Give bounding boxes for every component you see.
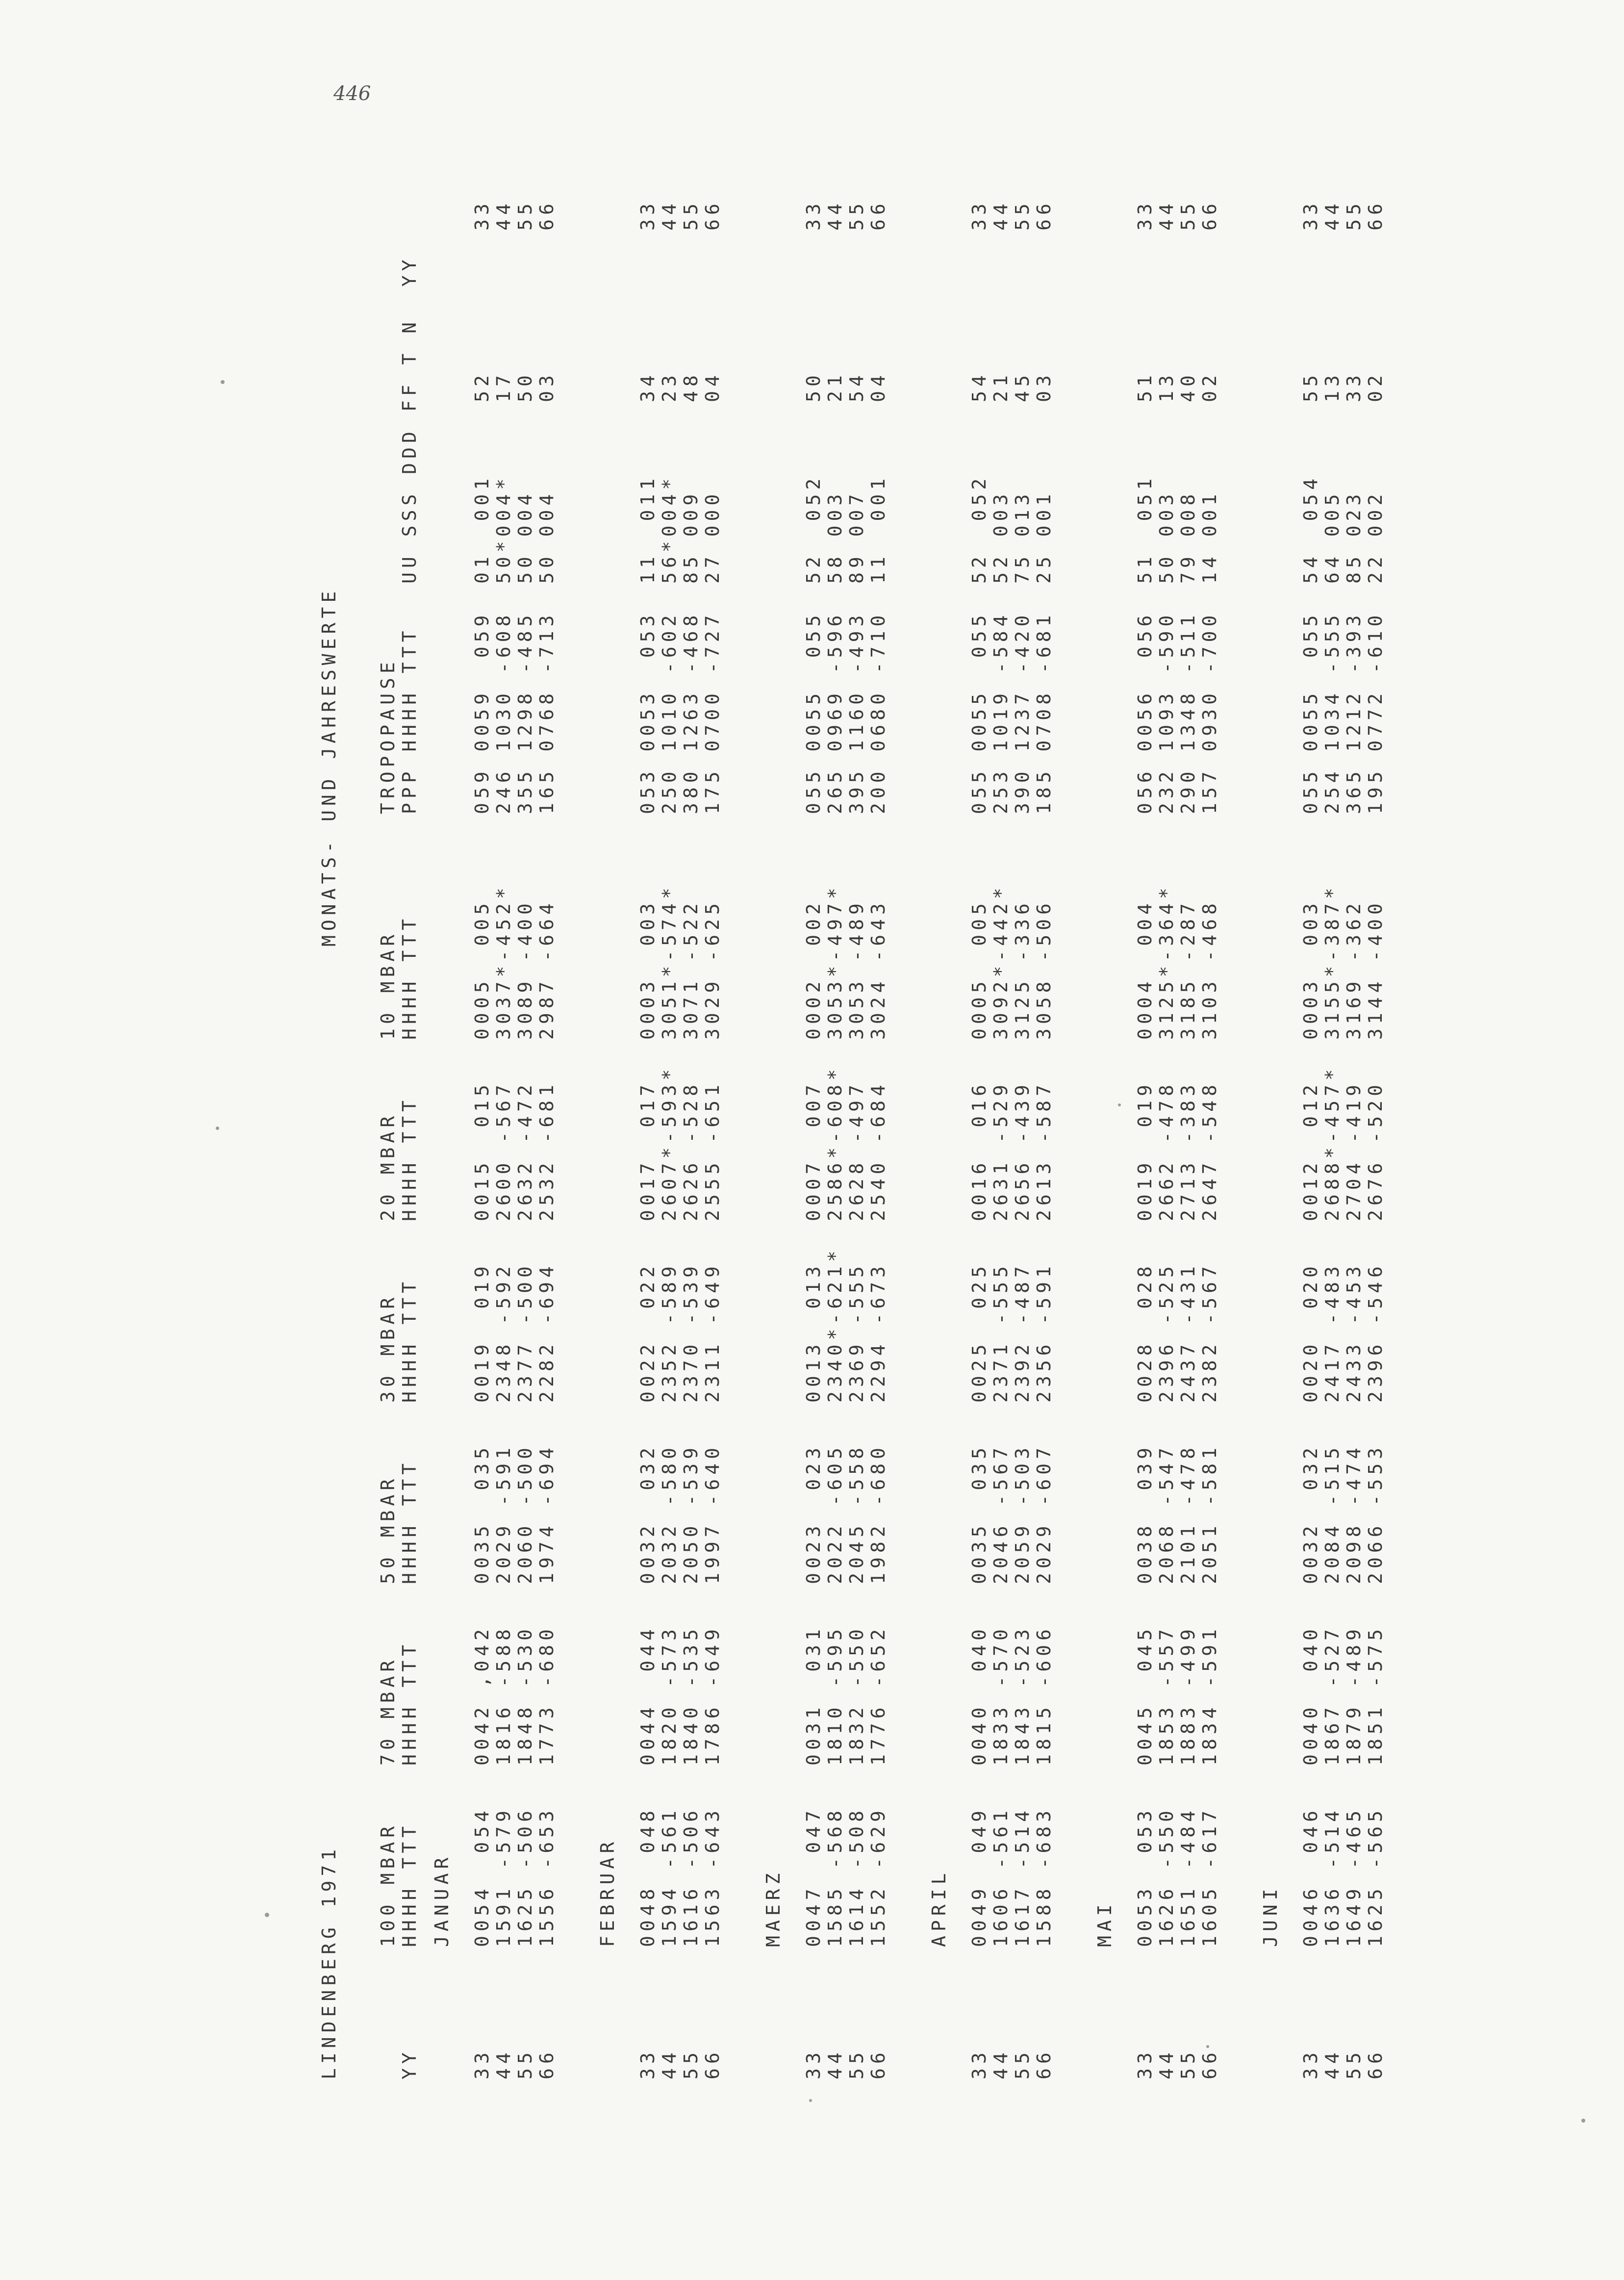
table-cell: 3037*-452* [493, 883, 514, 1040]
table-cell: 0005 005 [471, 899, 493, 1040]
table-cell: 79 008 [1177, 489, 1199, 584]
table-cell: 2688*-457* [1321, 1065, 1343, 1221]
table-cell: 50*004* [493, 474, 514, 584]
table-cell: 055 0055 055 [968, 611, 990, 814]
table-cell: 66 [1199, 2048, 1220, 2079]
table-cell: 0013 013 [803, 1262, 824, 1403]
table-cell: 1556 -653 [536, 1806, 558, 1947]
table-cell: 11 001 [867, 474, 889, 584]
table-cell: 2382 -567 [1199, 1262, 1220, 1403]
table-cell: 0040 040 [1300, 1625, 1321, 1766]
table-cell: 0047 047 [803, 1806, 824, 1947]
table-cell: 1851 -575 [1365, 1625, 1386, 1766]
table-cell: 3125*-364* [1156, 883, 1177, 1040]
table-cell: 3155*-387* [1321, 883, 1343, 1040]
table-cell: 55 [1343, 2048, 1365, 2079]
table-cell: 0038 039 [1134, 1443, 1156, 1584]
table-cell: 2051 -581 [1199, 1443, 1220, 1584]
table-cell: 85 009 [680, 489, 702, 584]
table-cell: 2348 -592 [493, 1262, 514, 1403]
table-cell: 1563 -643 [702, 1806, 723, 1947]
table-cell: 0015 015 [471, 1080, 493, 1221]
table-cell: 50 004 [536, 489, 558, 584]
month-label: FEBRUAR [597, 1837, 618, 1947]
table-cell: 2396 -546 [1365, 1262, 1386, 1403]
table-cell: 0035 035 [471, 1443, 493, 1584]
table-cell: 1626 -550 [1156, 1806, 1177, 1947]
table-cell: 1614 -508 [846, 1806, 867, 1947]
table-cell: 395 1160 -493 [846, 611, 867, 814]
table-cell: 2662 -478 [1156, 1080, 1177, 1221]
table-cell: 2417 -483 [1321, 1262, 1343, 1403]
table-cell: 64 005 [1321, 489, 1343, 584]
table-cell: 3058 -506 [1033, 899, 1055, 1040]
table-cell: 89 007 [846, 489, 867, 584]
table-cell: 51 [1134, 371, 1156, 402]
table-cell: 1833 -570 [990, 1625, 1012, 1766]
table-cell: 0017 017 [637, 1080, 659, 1221]
table-cell: 44 [990, 199, 1012, 231]
header-cell: 10 MBAR [377, 930, 399, 1040]
table-cell: 059 0059 059 [471, 611, 493, 814]
table-cell: 2713 -383 [1177, 1080, 1199, 1221]
table-cell: 55 [1177, 199, 1199, 231]
table-cell: 02 [1199, 371, 1220, 402]
table-cell: 195 0772 -610 [1365, 611, 1386, 814]
table-cell: 2045 -558 [846, 1443, 867, 1584]
table-cell: 33 [471, 2048, 493, 2079]
table-cell: 55 [1012, 2048, 1033, 2079]
table-cell: 66 [1033, 199, 1055, 231]
header-cell: HHHH TTT [399, 914, 420, 1040]
table-cell: 1867 -527 [1321, 1625, 1343, 1766]
table-cell: 0004 004 [1134, 899, 1156, 1040]
table-cell: 0031 031 [803, 1625, 824, 1766]
table-cell: 11 011 [637, 474, 659, 584]
table-cell: 1974 -694 [536, 1443, 558, 1584]
table-cell: 14 001 [1199, 489, 1220, 584]
month-label: MAI [1094, 1900, 1116, 1947]
table-cell: 2370 -539 [680, 1262, 702, 1403]
table-cell: 2060 -500 [514, 1443, 536, 1584]
table-cell: 2101 -478 [1177, 1443, 1199, 1584]
table-cell: 3024 -643 [867, 899, 889, 1040]
table-cell: 2396 -525 [1156, 1262, 1177, 1403]
table-cell: 2059 -503 [1012, 1443, 1033, 1584]
table-cell: 0003 003 [1300, 899, 1321, 1040]
table-cell: 2600 -567 [493, 1080, 514, 1221]
table-cell: 1773 -680 [536, 1625, 558, 1766]
table-cell: 2066 -553 [1365, 1443, 1386, 1584]
table-cell: 2356 -591 [1033, 1262, 1055, 1403]
table-cell: 55 [1012, 199, 1033, 231]
table-cell: 1616 -506 [680, 1806, 702, 1947]
table-cell: 85 023 [1343, 489, 1365, 584]
table-cell: 21 [824, 371, 846, 402]
table-cell: 2532 -681 [536, 1080, 558, 1221]
table-cell: 33 [803, 199, 824, 231]
table-cell: 1649 -465 [1343, 1806, 1365, 1947]
table-cell: 0019 019 [471, 1262, 493, 1403]
table-cell: 2540 -684 [867, 1080, 889, 1221]
header-cell: HHHH TTT [399, 1277, 420, 1403]
table-cell: 2704 -419 [1343, 1080, 1365, 1221]
table-cell: 0012 012 [1300, 1080, 1321, 1221]
table-cell: 2656 -439 [1012, 1080, 1033, 1221]
table-cell: 44 [493, 199, 514, 231]
table-cell: 0016 016 [968, 1080, 990, 1221]
table-cell: 253 1019 -584 [990, 611, 1012, 814]
table-cell: 44 [1156, 199, 1177, 231]
table-cell: 1585 -568 [824, 1806, 846, 1947]
table-cell: 175 0700 -727 [702, 611, 723, 814]
table-cell: 13 [1156, 371, 1177, 402]
table-cell: 2371 -555 [990, 1262, 1012, 1403]
table-cell: 2068 -547 [1156, 1443, 1177, 1584]
table-cell: 66 [702, 199, 723, 231]
table-cell: 0040 040 [968, 1625, 990, 1766]
table-cell: 33 [968, 199, 990, 231]
table-cell: 1786 -649 [702, 1625, 723, 1766]
table-cell: 56*004* [659, 474, 680, 584]
table-cell: 3144 -400 [1365, 899, 1386, 1040]
table-cell: 54 [968, 371, 990, 402]
table-cell: 1606 -561 [990, 1806, 1012, 1947]
table-cell: 390 1237 -420 [1012, 611, 1033, 814]
table-cell: 0022 022 [637, 1262, 659, 1403]
table-cell: 54 054 [1300, 474, 1321, 584]
table-cell: 365 1212 -393 [1343, 611, 1365, 814]
table-cell: 250 1010 -602 [659, 611, 680, 814]
table-cell: 0025 025 [968, 1262, 990, 1403]
table-cell: 3051*-574* [659, 883, 680, 1040]
table-cell: 1853 -557 [1156, 1625, 1177, 1766]
table-cell: 2029 -607 [1033, 1443, 1055, 1584]
table-cell: 44 [824, 2048, 846, 2079]
table-cell: 66 [702, 2048, 723, 2079]
table-cell: 1879 -489 [1343, 1625, 1365, 1766]
table-cell: 1552 -629 [867, 1806, 889, 1947]
table-cell: 3029 -625 [702, 899, 723, 1040]
table-cell: 1776 -652 [867, 1625, 889, 1766]
table-cell: 200 0680 -710 [867, 611, 889, 814]
table-cell: 2613 -587 [1033, 1080, 1055, 1221]
table-cell: 0020 020 [1300, 1262, 1321, 1403]
table-cell: 44 [1321, 199, 1343, 231]
table-cell: 2632 -472 [514, 1080, 536, 1221]
table-cell: 3169 -362 [1343, 899, 1365, 1040]
table-cell: 1625 -506 [514, 1806, 536, 1947]
month-label: APRIL [928, 1869, 950, 1947]
table-cell: 0003 003 [637, 899, 659, 1040]
table-cell: 55 [514, 2048, 536, 2079]
table-cell: 1605 -617 [1199, 1806, 1220, 1947]
table-cell: 0023 023 [803, 1443, 824, 1584]
table-cell: 1820 -573 [659, 1625, 680, 1766]
table-cell: 2098 -474 [1343, 1443, 1365, 1584]
table-cell: 45 [1012, 371, 1033, 402]
table-cell: 51 051 [1134, 474, 1156, 584]
table-cell: 1588 -683 [1033, 1806, 1055, 1947]
month-label: MAERZ [762, 1869, 784, 1947]
table-cell: 17 [493, 371, 514, 402]
table-cell: 2050 -539 [680, 1443, 702, 1584]
table-cell: 1840 -535 [680, 1625, 702, 1766]
table-cell: 3071 -522 [680, 899, 702, 1040]
table-cell: 50 [803, 371, 824, 402]
table-cell: 50 003 [1156, 489, 1177, 584]
table-cell: 2555 -651 [702, 1080, 723, 1221]
table-cell: 2046 -567 [990, 1443, 1012, 1584]
table-cell: 03 [1033, 371, 1055, 402]
table-cell: 1625 -565 [1365, 1806, 1386, 1947]
table-cell: 55 [1343, 199, 1365, 231]
header-cell: TROPOPAUSE [377, 658, 399, 814]
table-cell: 2340*-621* [824, 1246, 846, 1403]
table-cell: 2607*-593* [659, 1065, 680, 1221]
table-cell: 0045 045 [1134, 1625, 1156, 1766]
table-cell: 04 [702, 371, 723, 402]
table-cell: 33 [1300, 199, 1321, 231]
header-cell: HHHH TTT [399, 1096, 420, 1221]
table-cell: 0032 032 [1300, 1443, 1321, 1584]
table-cell: 75 013 [1012, 489, 1033, 584]
table-cell: 0044 044 [637, 1625, 659, 1766]
table-cell: 0049 049 [968, 1806, 990, 1947]
table-cell: 3089 -400 [514, 899, 536, 1040]
table-cell: 55 [846, 2048, 867, 2079]
table-cell: 33 [637, 199, 659, 231]
table-cell: 52 [471, 371, 493, 402]
table-cell: 1834 -591 [1199, 1625, 1220, 1766]
table-cell: 1997 -640 [702, 1443, 723, 1584]
table-cell: 290 1348 -511 [1177, 611, 1199, 814]
table-cell: 0042 ,042 [471, 1625, 493, 1766]
table-cell: 55 [1177, 2048, 1199, 2079]
table-cell: 055 0055 055 [803, 611, 824, 814]
table-cell: 40 [1177, 371, 1199, 402]
header-cell: YY [399, 2048, 420, 2079]
table-cell: 055 0055 055 [1300, 611, 1321, 814]
table-cell: 33 [471, 199, 493, 231]
header-cell: 100 MBAR [377, 1821, 399, 1947]
table-cell: 380 1263 -468 [680, 611, 702, 814]
table-cell: 1843 -523 [1012, 1625, 1033, 1766]
table-cell: 1848 -530 [514, 1625, 536, 1766]
table-cell: 056 0056 056 [1134, 611, 1156, 814]
table-cell: 2352 -589 [659, 1262, 680, 1403]
table-cell: 0053 053 [1134, 1806, 1156, 1947]
table-cell: 2369 -555 [846, 1262, 867, 1403]
table-cell: 33 [637, 2048, 659, 2079]
table-cell: 0005 005 [968, 899, 990, 1040]
table-cell: 0048 048 [637, 1806, 659, 1947]
table-cell: 55 [846, 199, 867, 231]
table-cell: 2392 -487 [1012, 1262, 1033, 1403]
table-cell: 265 0969 -596 [824, 611, 846, 814]
table-cell: 2084 -515 [1321, 1443, 1343, 1584]
table-cell: 1832 -550 [846, 1625, 867, 1766]
header-cell: HHHH TTT [399, 1640, 420, 1766]
table-cell: 55 [514, 199, 536, 231]
table-cell: 232 1093 -590 [1156, 611, 1177, 814]
table-cell: 48 [680, 371, 702, 402]
table-cell: 2626 -528 [680, 1080, 702, 1221]
table-cell: 50 [514, 371, 536, 402]
table-cell: 21 [990, 371, 1012, 402]
header-cell: 50 MBAR [377, 1474, 399, 1584]
station-title: LINDENBERG 1971 [318, 1844, 340, 2079]
table-cell: 2294 -673 [867, 1262, 889, 1403]
table-cell: 66 [1033, 2048, 1055, 2079]
header-cell: PPP HHHH TTT [399, 626, 420, 814]
table-cell: 1816 -588 [493, 1625, 514, 1766]
table-cell: 50 004 [514, 489, 536, 584]
table-cell: 2987 -664 [536, 899, 558, 1040]
header-cell: 30 MBAR [377, 1293, 399, 1403]
table-cell: 25 001 [1033, 489, 1055, 584]
table-cell: 2022 -605 [824, 1443, 846, 1584]
table-cell: 55 [680, 199, 702, 231]
table-cell: 1982 -680 [867, 1443, 889, 1584]
table-cell: 0007 007 [803, 1080, 824, 1221]
table-cell: 2631 -529 [990, 1080, 1012, 1221]
table-cell: 3103 -468 [1199, 899, 1220, 1040]
table-cell: 33 [803, 2048, 824, 2079]
table-cell: 02 [1365, 371, 1386, 402]
table-cell: 66 [536, 199, 558, 231]
table-cell: 165 0768 -713 [536, 611, 558, 814]
table-cell: 1594 -561 [659, 1806, 680, 1947]
table-cell: 55 [1300, 371, 1321, 402]
table-cell: 1815 -606 [1033, 1625, 1055, 1766]
table-cell: 01 001 [471, 474, 493, 584]
table-cell: 3125 -336 [1012, 899, 1033, 1040]
month-label: JANUAR [431, 1853, 453, 1947]
table-cell: 2282 -694 [536, 1262, 558, 1403]
table-cell: 44 [824, 199, 846, 231]
table-cell: 1883 -499 [1177, 1625, 1199, 1766]
table-cell: 0019 019 [1134, 1080, 1156, 1221]
table-cell: 1810 -595 [824, 1625, 846, 1766]
table-cell: 66 [867, 2048, 889, 2079]
table-cell: 52 003 [990, 489, 1012, 584]
table-cell: 27 000 [702, 489, 723, 584]
table-cell: 33 [968, 2048, 990, 2079]
table-cell: 58 003 [824, 489, 846, 584]
table-cell: 053 0053 053 [637, 611, 659, 814]
table-cell: 185 0708 -681 [1033, 611, 1055, 814]
table-cell: 2437 -431 [1177, 1262, 1199, 1403]
table-cell: 355 1298 -485 [514, 611, 536, 814]
table-cell: 0028 028 [1134, 1262, 1156, 1403]
table-cell: 52 052 [803, 474, 824, 584]
table-cell: 33 [1134, 2048, 1156, 2079]
table-cell: 03 [536, 371, 558, 402]
table-cell: 2029 -591 [493, 1443, 514, 1584]
sheet-title: MONATS- UND JAHRESWERTE [318, 587, 340, 947]
table-cell: 1617 -514 [1012, 1806, 1033, 1947]
table-cell: 23 [659, 371, 680, 402]
table-cell: 2676 -520 [1365, 1080, 1386, 1221]
table-cell: 1591 -579 [493, 1806, 514, 1947]
table-cell: 2433 -453 [1343, 1262, 1365, 1403]
table-cell: 66 [1365, 2048, 1386, 2079]
rotated-data-sheet [309, 137, 1412, 2079]
table-cell: 2628 -497 [846, 1080, 867, 1221]
table-cell: 13 [1321, 371, 1343, 402]
table-cell: 44 [1156, 2048, 1177, 2079]
table-cell: 54 [846, 371, 867, 402]
header-cell: 70 MBAR [377, 1656, 399, 1766]
table-cell: 66 [867, 199, 889, 231]
table-cell: 34 [637, 371, 659, 402]
table-cell: 254 1034 -555 [1321, 611, 1343, 814]
table-cell: 0046 046 [1300, 1806, 1321, 1947]
table-cell: 246 1030 -608 [493, 611, 514, 814]
table-cell: 3185 -287 [1177, 899, 1199, 1040]
table-cell: 04 [867, 371, 889, 402]
table-cell: 3092*-442* [990, 883, 1012, 1040]
header-cell: UU SSS DDD FF T N YY [399, 255, 420, 584]
header-cell: 20 MBAR [377, 1111, 399, 1221]
table-cell: 0054 054 [471, 1806, 493, 1947]
table-cell: 2377 -500 [514, 1262, 536, 1403]
header-cell: HHHH TTT [399, 1459, 420, 1584]
table-cell: 66 [1199, 199, 1220, 231]
month-label: JUNI [1260, 1884, 1281, 1947]
table-cell: 0035 035 [968, 1443, 990, 1584]
table-cell: 0002 002 [803, 899, 824, 1040]
table-cell: 44 [493, 2048, 514, 2079]
table-cell: 0032 032 [637, 1443, 659, 1584]
table-cell: 33 [1300, 2048, 1321, 2079]
table-cell: 2311 -649 [702, 1262, 723, 1403]
table-cell: 3053*-497* [824, 883, 846, 1040]
table-cell: 157 0930 -700 [1199, 611, 1220, 814]
table-cell: 22 002 [1365, 489, 1386, 584]
table-cell: 33 [1343, 371, 1365, 402]
table-cell: 66 [1365, 199, 1386, 231]
table-cell: 2032 -580 [659, 1443, 680, 1584]
table-cell: 44 [659, 199, 680, 231]
table-cell: 33 [1134, 199, 1156, 231]
table-cell: 52 052 [968, 474, 990, 584]
table-cell: 44 [990, 2048, 1012, 2079]
table-cell: 44 [659, 2048, 680, 2079]
table-cell: 1636 -514 [1321, 1806, 1343, 1947]
header-cell: HHHH TTT [399, 1821, 420, 1947]
table-cell: 1651 -484 [1177, 1806, 1199, 1947]
table-cell: 44 [1321, 2048, 1343, 2079]
page-number: 446 [333, 82, 371, 105]
table-cell: 2586*-608* [824, 1065, 846, 1221]
table-cell: 3053 -489 [846, 899, 867, 1040]
table-cell: 66 [536, 2048, 558, 2079]
table-cell: 55 [680, 2048, 702, 2079]
table-cell: 2647 -548 [1199, 1080, 1220, 1221]
